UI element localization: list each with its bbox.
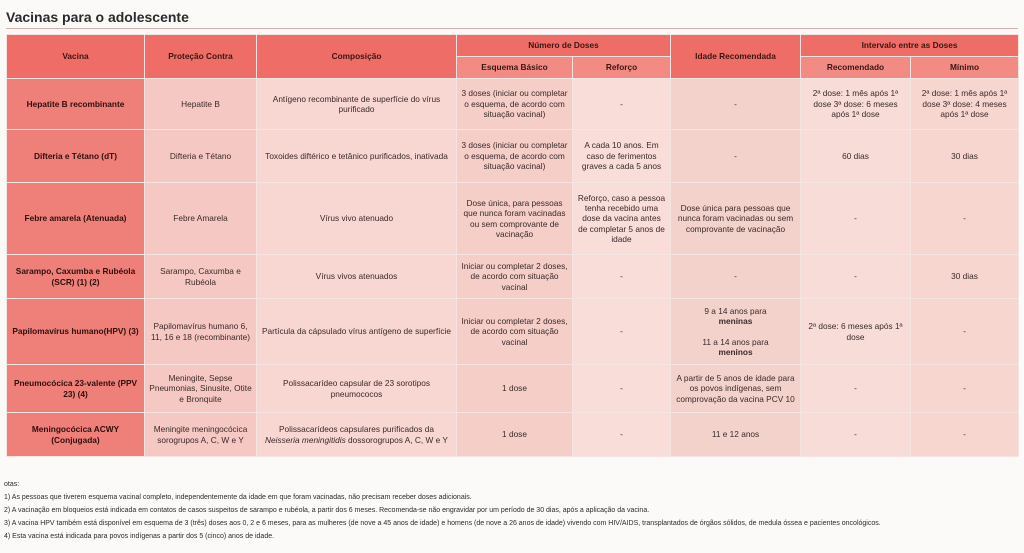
cell-vacina: Meningocócica ACWY (Conjugada): [7, 413, 145, 457]
cell-protecao: Febre Amarela: [145, 183, 257, 255]
header-minimo: Mínimo: [911, 57, 1019, 79]
table-row: [7, 255, 1019, 299]
cell-reforco: -: [573, 365, 671, 413]
idade-meninos-bold: meninos: [718, 347, 753, 358]
cell-esquema: 3 doses (iniciar ou completar o esquema, de acordo com situação vacinal): [457, 130, 573, 183]
cell-idade: A partir de 5 anos de idade para os povos indígenas, sem comprovação da vacina PCV 10: [671, 365, 801, 413]
cell-vacina: Difteria e Tétano (dT): [7, 130, 145, 183]
cell-composicao: Vírus vivo atenuado: [257, 183, 457, 255]
cell-minimo: -: [911, 183, 1019, 255]
footnote-4: 4) Esta vacina está indicada para povos indígenas a partir dos 5 (cinco) anos de idade.: [4, 533, 275, 540]
composicao-text-b: dossorogrupos A, C, W e Y: [348, 434, 448, 445]
composicao-text-a: Polissacarídeos capsulares purificados da: [279, 424, 434, 435]
cell-recomendado: -: [801, 413, 911, 457]
cell-minimo: -: [911, 299, 1019, 365]
cell-idade: 11 e 12 anos: [671, 413, 801, 457]
cell-composicao: Antígeno recombinante de superfície do vírus purificado: [257, 79, 457, 130]
idade-meninas-bold: meninas: [718, 315, 753, 326]
cell-idade: -: [671, 79, 801, 130]
cell-composicao: Partícula da cápsulado vírus antígeno de superfície: [257, 299, 457, 365]
header-idade: Idade Recomendada: [671, 35, 801, 79]
cell-idade: -: [671, 130, 801, 183]
cell-protecao: Papilomavírus humano 6, 11, 16 e 18 (recombinante): [145, 299, 257, 365]
cell-recomendado: 2ª dose: 6 meses após 1ª dose: [801, 299, 911, 365]
cell-protecao: Hepatite B: [145, 79, 257, 130]
cell-reforco: -: [573, 299, 671, 365]
cell-minimo: -: [911, 413, 1019, 457]
cell-composicao: Polissacarídeo capsular de 23 sorotipos pneumococos: [257, 365, 457, 413]
title-divider: [6, 28, 1018, 29]
cell-composicao: [257, 413, 457, 457]
header-protecao: Proteção Contra: [145, 35, 257, 79]
idade-meninos-text: 11 a 14 anos para: [702, 336, 769, 347]
header-reforco: Reforço: [573, 57, 671, 79]
cell-reforco: -: [573, 79, 671, 130]
cell-reforco: -: [573, 255, 671, 299]
cell-minimo: -: [911, 365, 1019, 413]
footnote-1: 1) As pessoas que tiverem esquema vacinal completo, independentemente da idade em que foram vacinadas, não precisam receber doses adicionais.: [4, 494, 472, 501]
cell-protecao: Meningite meningocócica sorogrupos A, C, W e Y: [145, 413, 257, 457]
cell-protecao: Meningite, Sepse Pneumonias, Sinusite, Otite e Bronquite: [145, 365, 257, 413]
footnote-3: 3) A vacina HPV também está disponível em esquema de 3 (três) doses aos 0, 2 e 6 meses, para as mulheres (de nove a 45 anos de idade) e homens (de nove a 26 anos de idade) vivendo com HIV/AIDS, transplantados de órgãos sólidos, de medula óssea e pacientes oncológicos.: [4, 520, 881, 527]
cell-vacina: Papilomavírus humano(HPV) (3): [7, 299, 145, 365]
cell-reforco: -: [573, 413, 671, 457]
cell-vacina: Febre amarela (Atenuada): [7, 183, 145, 255]
table-row: [7, 79, 1019, 130]
table-row: [7, 183, 1019, 255]
cell-idade: [671, 299, 801, 365]
cell-composicao: Vírus vivos atenuados: [257, 255, 457, 299]
cell-idade: -: [671, 255, 801, 299]
page-title: Vacinas para o adolescente: [6, 9, 189, 25]
cell-esquema: 1 dose: [457, 413, 573, 457]
cell-reforco: Reforço, caso a pessoa tenha recebido uma dose da vacina antes de completar 5 anos de idade: [573, 183, 671, 255]
cell-recomendado: -: [801, 255, 911, 299]
vaccine-table: [6, 34, 1019, 457]
footnote-heading: otas:: [4, 481, 20, 488]
header-intervalo: Intervalo entre as Doses: [801, 35, 1019, 57]
cell-composicao: Toxoides diftérico e tetânico purificados, inativada: [257, 130, 457, 183]
idade-meninas-text: 9 a 14 anos para: [704, 305, 767, 316]
header-vacina: Vacina: [7, 35, 145, 79]
footnote-2: 2) A vacinação em bloqueios está indicada em contatos de casos suspeitos de sarampo e rubéola, a partir dos 6 meses. Recomenda-se não engravidar por um período de 30 dias, após a aplicação da vacina.: [4, 507, 650, 514]
table-row: [7, 299, 1019, 365]
header-numero-doses: Número de Doses: [457, 35, 671, 57]
cell-esquema: Iniciar ou completar 2 doses, de acordo com situação vacinal: [457, 299, 573, 365]
cell-esquema: Dose única, para pessoas que nunca foram vacinadas ou sem comprovante de vacinação: [457, 183, 573, 255]
cell-recomendado: -: [801, 365, 911, 413]
cell-esquema: Iniciar ou completar 2 doses, de acordo com situação vacinal: [457, 255, 573, 299]
cell-minimo: 30 dias: [911, 255, 1019, 299]
cell-esquema: 1 dose: [457, 365, 573, 413]
cell-protecao: Difteria e Tétano: [145, 130, 257, 183]
composicao-italic: Neisseria meningitidis: [265, 434, 346, 445]
cell-minimo: 2ª dose: 1 mês após 1ª dose 3ª dose: 4 meses após 1ª dose: [911, 79, 1019, 130]
header-composicao: Composição: [257, 35, 457, 79]
cell-recomendado: 2ª dose: 1 mês após 1ª dose 3ª dose: 6 meses após 1ª dose: [801, 79, 911, 130]
footnotes: [4, 478, 1020, 543]
header-esquema: Esquema Básico: [457, 57, 573, 79]
cell-minimo: 30 dias: [911, 130, 1019, 183]
cell-reforco: A cada 10 anos. Em caso de ferimentos graves a cada 5 anos: [573, 130, 671, 183]
table-row: [7, 365, 1019, 413]
cell-idade: Dose única para pessoas que nunca foram vacinadas ou sem comprovante de vacinação: [671, 183, 801, 255]
cell-recomendado: -: [801, 183, 911, 255]
table-row: [7, 413, 1019, 457]
cell-recomendado: 60 dias: [801, 130, 911, 183]
cell-esquema: 3 doses (iniciar ou completar o esquema, de acordo com situação vacinal): [457, 79, 573, 130]
table-row: [7, 130, 1019, 183]
header-recomendado: Recomendado: [801, 57, 911, 79]
cell-vacina: Hepatite B recombinante: [7, 79, 145, 130]
cell-vacina: Pneumocócica 23-valente (PPV 23) (4): [7, 365, 145, 413]
cell-protecao: Sarampo, Caxumba e Rubéola: [145, 255, 257, 299]
cell-vacina: Sarampo, Caxumba e Rubéola (SCR) (1) (2): [7, 255, 145, 299]
